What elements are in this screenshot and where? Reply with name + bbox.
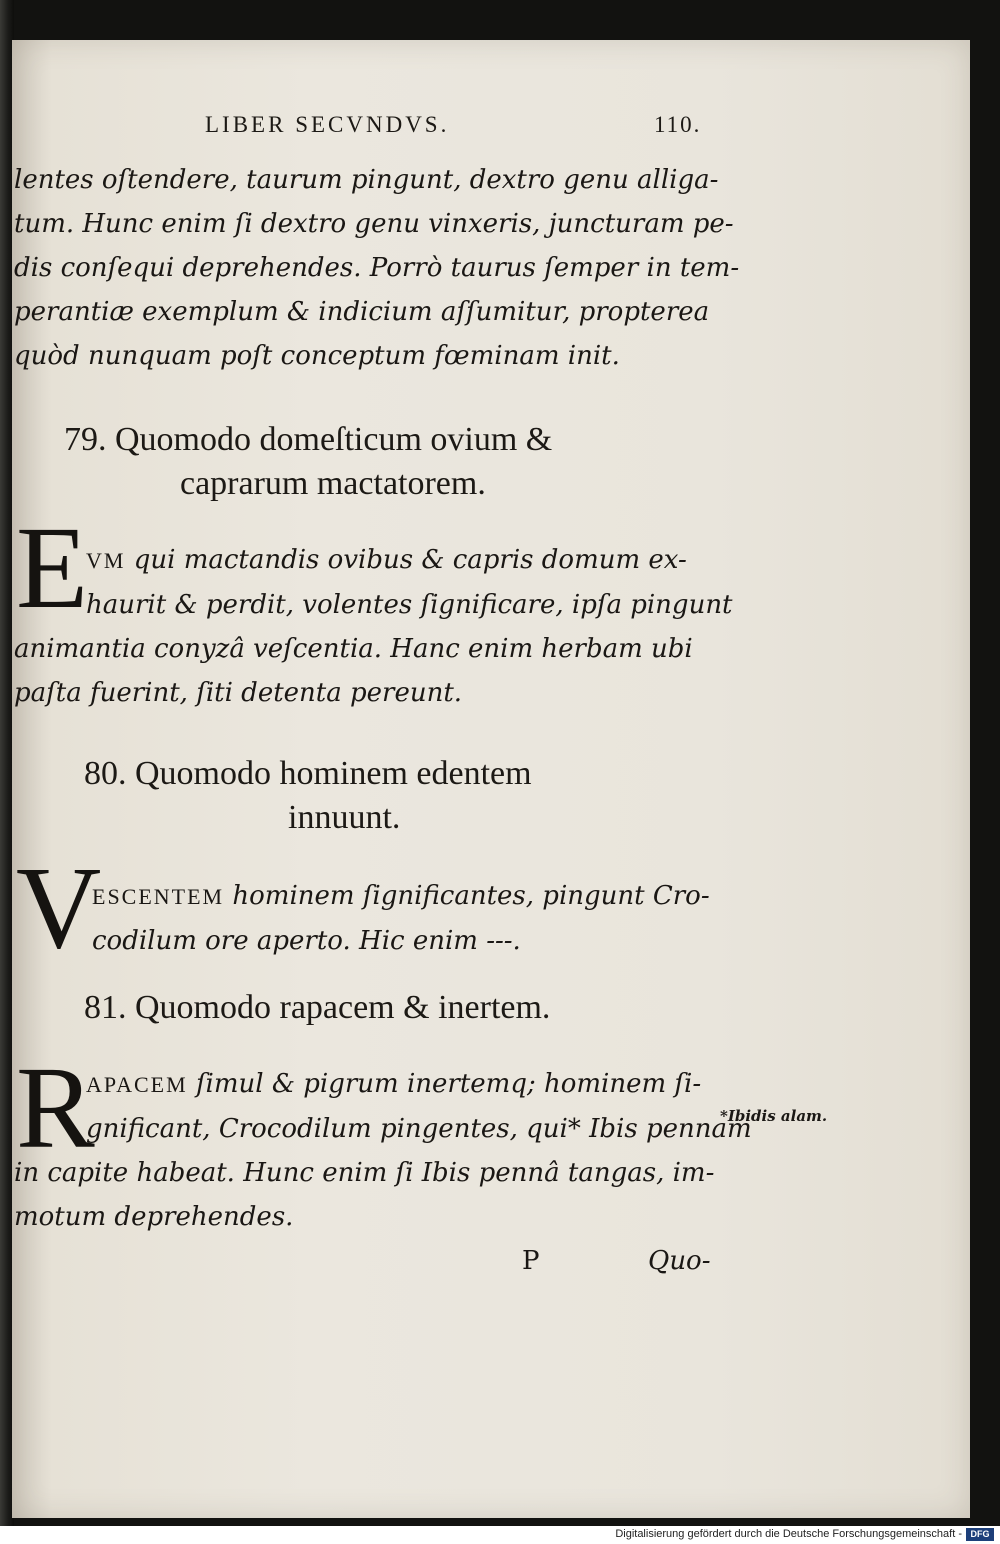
text-line: tum. Hunc enim ſi dextro genu vinxeris, juncturam pe- [14,209,734,239]
lead-small-caps: APACEM [86,1072,188,1097]
text-line: codilum ore aperto. Hic enim ---. [92,926,521,956]
page-number: 110. [654,112,702,137]
section-81-heading [84,986,550,1030]
heading-line: innuunt. [288,799,401,836]
text-line: paſta fuerint, ſiti detenta pereunt. [14,678,463,708]
text-line-body: hominem ſignificantes, pingunt Cro- [232,881,710,911]
drop-cap-e: E [16,502,89,633]
section-79-paragraph [14,538,733,715]
text-line [14,874,714,919]
heading-line: 81. Quomodo rapacem & inertem. [84,989,551,1026]
text-line: dis conſequi deprehendes. Porrò taurus ſemper in tem- [14,253,740,283]
signature-mark: P [522,1246,540,1276]
text-line: lentes oſtendere, taurum pingunt, dextro genu alliga- [14,165,719,195]
heading-line: 80. Quomodo hominem edentem [84,755,532,792]
lead-small-caps: ESCENTEM [92,884,225,909]
dfg-logo: DFG [966,1528,994,1541]
lead-small-caps: VM [86,548,126,573]
text-line-body: ſimul & pigrum inertemq; hominem ſi- [195,1069,702,1099]
margin-note: *Ibidis alam. [720,1107,828,1125]
section-80-heading [84,752,532,840]
section-80-paragraph [14,874,714,963]
text-line: in capite habeat. Hunc enim ſi Ibis pennâ tangas, im- [14,1158,715,1188]
text-line [14,1062,714,1107]
heading-line: caprarum mactatorem. [180,465,486,502]
running-head-title: LIBER SECVNDVS. [205,112,450,137]
text-line [14,538,714,583]
catchword: Quo- [648,1246,711,1276]
footer-credit: Digitalisierung gefördert durch die Deutsche Forschungsgemeinschaft - [615,1528,962,1540]
drop-cap-r: R [16,1042,95,1173]
section-81-paragraph [14,1062,752,1239]
section-79-heading [64,418,552,506]
heading-line: 79. Quomodo domeſticum ovium & [64,421,553,458]
drop-cap-v: V [16,842,102,973]
text-line: gnificant, Crocodilum pingentes, qui* Ibis pennam [86,1114,752,1144]
text-line-body: qui mactandis ovibus & capris domum ex- [133,545,687,575]
text-line: motum deprehendes. [14,1202,294,1232]
text-line: haurit & perdit, volentes ſignificare, ipſa pingunt [86,590,733,620]
text-line: perantiæ exemplum & indicium aſſumitur, propterea [14,297,710,327]
continuation-paragraph [14,158,740,378]
text-line: quòd nunquam poſt conceptum fœminam init. [14,341,620,371]
text-line: animantia conyzâ veſcentia. Hanc enim herbam ubi [14,634,693,664]
